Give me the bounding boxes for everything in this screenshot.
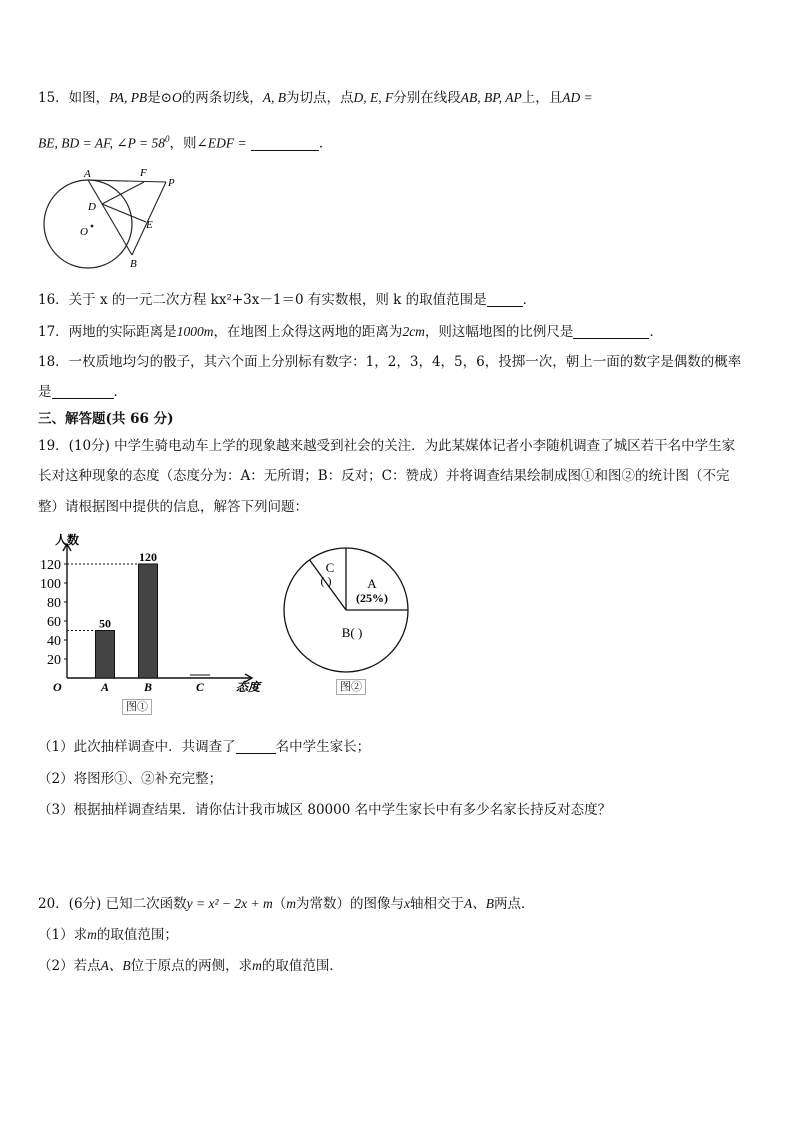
pie-chart-caption: 图②: [336, 679, 366, 695]
q17-text: 17．两地的实际距离是: [38, 324, 177, 340]
q20-math: y = x² − 2x + m: [186, 896, 273, 911]
q15-math: BE, BD = AF, ∠P = 58: [38, 135, 166, 151]
pie-value-a: (25%): [356, 591, 388, 605]
q18-text: 是: [38, 384, 52, 400]
bar-value-label: 50: [99, 616, 111, 631]
bar-chart: [30, 530, 270, 695]
q18-answer-blank[interactable]: [52, 384, 114, 399]
y-tick-label: 60: [47, 615, 61, 630]
q20-text: 位于原点的两侧，求: [130, 958, 253, 974]
q20-math: m: [286, 896, 296, 911]
label-b: B: [130, 258, 137, 270]
q20-math: x: [403, 896, 410, 911]
x-tick-label: C: [195, 680, 205, 694]
q20-text: 轴相交于: [409, 896, 464, 912]
origin-label: O: [53, 680, 62, 694]
q19-sub2: （2）将图形①、②补充完整；: [38, 771, 223, 787]
label-e: E: [146, 219, 153, 231]
section-3-heading: 三、解答题(共 66 分): [38, 411, 174, 427]
label-a: A: [84, 168, 91, 180]
y-tick-label: 100: [40, 577, 61, 592]
x-tick-label: B: [143, 680, 153, 694]
q20-math: A、B: [463, 896, 494, 911]
q15-math: AD =: [562, 90, 593, 105]
q15-text: 上，且: [521, 90, 563, 106]
q20-line1: [38, 895, 534, 913]
q20-math: m: [87, 927, 97, 942]
q15-math: PA, PB: [109, 90, 148, 105]
q17-text: ，在地图上众得这两地的距离为: [213, 324, 403, 340]
label-o: O: [80, 226, 88, 238]
q17-math: 2cm: [402, 324, 425, 339]
q15-text: 为切点，点: [286, 90, 354, 106]
segment-de: [102, 204, 146, 222]
q15-math: EDF =: [207, 135, 247, 151]
pie-chart: [280, 544, 412, 676]
bar-chart-caption: 图①: [122, 699, 152, 715]
q19-text: 名中学生家长；: [275, 739, 371, 755]
q20-text: 的取值范围；: [96, 927, 178, 943]
q15-answer-blank[interactable]: [251, 136, 319, 151]
q15-text: 是⊙: [147, 90, 172, 106]
circle-o: [44, 180, 132, 268]
q19-sub3: （3）根据抽样调查结果．请你估计我市城区 80000 名中学生家长中有多少名家长持反对态度？: [38, 802, 612, 818]
q15-text: 15．如图，: [38, 90, 110, 106]
bar-value-label: 120: [139, 550, 157, 564]
q15-text: 分别在线段: [393, 90, 461, 106]
q20-text: 两点．: [493, 896, 535, 912]
q17-text: ．: [649, 324, 663, 340]
label-f: F: [140, 167, 147, 179]
pie-value-c: ( ): [320, 574, 332, 588]
q20-math: m: [252, 958, 262, 973]
y-tick-label: 40: [47, 634, 61, 649]
y-tick-label: 120: [40, 558, 61, 573]
y-tick-label: 20: [47, 653, 61, 668]
q20-sub1: [38, 926, 178, 944]
q16-answer-blank[interactable]: [487, 292, 523, 307]
x-axis-label: 态度: [236, 680, 261, 694]
q20-text: 为常数）的图像与: [295, 896, 404, 912]
q15-text: ，则∠: [169, 135, 208, 152]
q19-sub1: [38, 738, 370, 756]
q17-math: 1000m: [176, 324, 214, 339]
q16-text: ．: [522, 292, 537, 308]
y-tick-label: 80: [47, 596, 61, 611]
q16-text: 16．关于 x 的一元二次方程 kx²+3x－1＝0 有实数根，则 k 的取值范围是: [38, 292, 487, 308]
q19-line3: 整）请根据图中提供的信息，解答下列问题：: [38, 499, 308, 515]
bar: [96, 631, 115, 679]
q20-math: A、B: [100, 958, 131, 973]
q20-sub2: [38, 957, 343, 975]
q15-math: A, B: [262, 90, 286, 105]
q19-text: （1）此次抽样调查中．共调查了: [38, 739, 236, 755]
center-point: [91, 225, 94, 228]
q15-line2: [38, 130, 332, 153]
q17-answer-blank[interactable]: [573, 324, 649, 339]
q16-line: [38, 291, 536, 309]
q15-math: O: [172, 90, 182, 105]
q15-degree: 0: [165, 134, 170, 144]
q19-answer-blank[interactable]: [236, 739, 276, 754]
q18-text: ．: [113, 384, 127, 400]
x-tick-label: A: [100, 680, 110, 694]
label-p: P: [168, 177, 175, 189]
y-axis-label: 人数: [55, 533, 80, 547]
q17-line: [38, 323, 663, 341]
label-d: D: [88, 201, 96, 213]
q20-text: 20．(6分) 已知二次函数: [38, 896, 187, 912]
q20-text: （1）求: [38, 927, 88, 943]
q19-line2: 长对这种现象的态度（态度分为：A：无所谓；B：反对；C：赞成）并将调查结果绘制成图①和图②的统计图（不完: [38, 468, 730, 484]
q18-line1: 18．一枚质地均匀的骰子，其六个面上分别标有数字：1，2，3，4，5，6，投掷一次，朝上一面的数字是偶数的概率: [38, 354, 742, 370]
q20-text: 的取值范围．: [261, 958, 343, 974]
q19-line1: 19．(10分) 中学生骑电动车上学的现象越来越受到社会的关注．为此某媒体记者小李随机调查了城区若干名中学生家: [38, 438, 736, 454]
bar: [139, 564, 158, 678]
q15-line1: [38, 89, 593, 107]
pie-label-a: A: [367, 576, 377, 591]
pie-label-c: C: [325, 560, 335, 575]
q15-math: D, E, F: [353, 90, 394, 105]
q20-text: （2）若点: [38, 958, 101, 974]
q15-figure: [40, 162, 180, 274]
q15-text: 的两条切线，: [181, 90, 263, 106]
q15-math: AB, BP, AP: [460, 90, 522, 105]
pie-label-b: B( ): [341, 625, 363, 640]
q17-text: ，则这幅地图的比例尺是: [424, 324, 574, 340]
q15-text: ．: [318, 135, 333, 152]
q18-line2: [38, 383, 127, 401]
q20-text: （: [272, 896, 287, 912]
